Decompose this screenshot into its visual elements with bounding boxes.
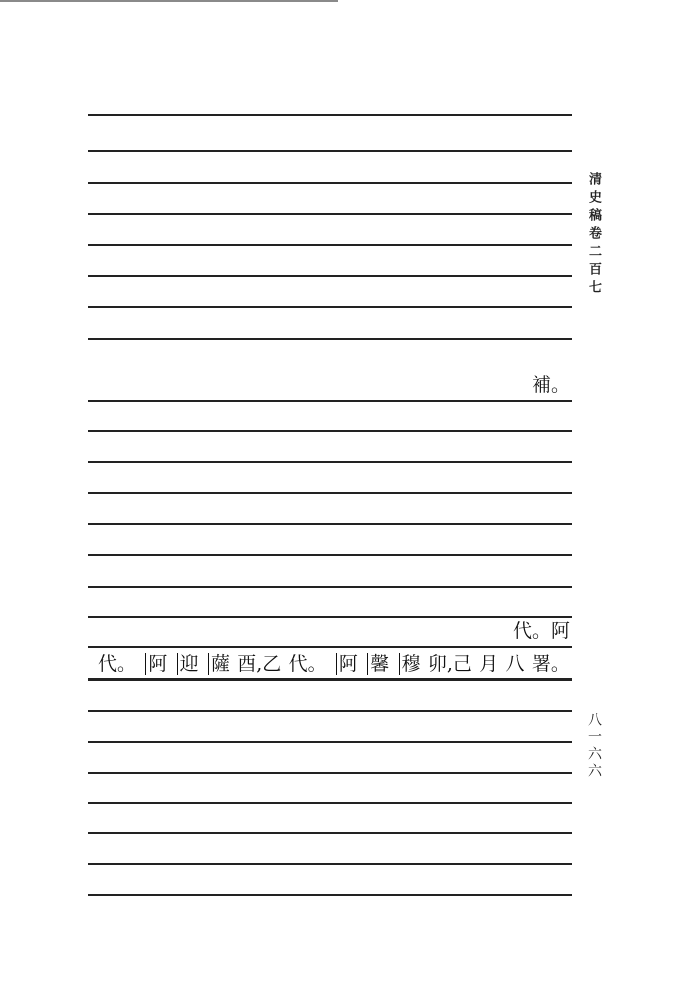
table-row xyxy=(88,215,572,246)
table-row xyxy=(88,402,572,432)
text-segment: 阿 xyxy=(145,653,167,675)
text-segment: 月 xyxy=(479,653,499,675)
table-row xyxy=(88,463,572,494)
table-row xyxy=(88,804,572,834)
table-row xyxy=(88,588,572,618)
text-segment: 代。 xyxy=(288,653,327,675)
table-row xyxy=(88,865,572,896)
row-text: 補。 xyxy=(531,374,570,396)
row-text xyxy=(98,653,570,675)
table-row xyxy=(88,774,572,804)
table-row xyxy=(88,712,572,743)
table-row xyxy=(88,648,572,681)
page-number: 八一六六 xyxy=(586,712,602,780)
text-segment: 代。 xyxy=(98,653,137,675)
table-row xyxy=(88,681,572,712)
row-rule-line xyxy=(88,894,572,896)
text-segment: 署。 xyxy=(531,653,570,675)
text-segment: 卯,己 xyxy=(427,653,472,675)
table-row xyxy=(88,277,572,308)
table-row xyxy=(88,84,572,116)
text-segment: 馨 xyxy=(367,653,389,675)
table-row xyxy=(88,184,572,215)
table-row xyxy=(88,340,572,402)
table-row xyxy=(88,556,572,588)
table-row xyxy=(88,246,572,277)
text-segment: 阿 xyxy=(336,653,358,675)
table-row xyxy=(88,494,572,525)
table-row xyxy=(88,308,572,340)
table-row xyxy=(88,432,572,463)
table-row xyxy=(88,834,572,865)
table-row xyxy=(88,743,572,774)
text-segment: 迎 xyxy=(177,653,199,675)
book-title: 清史稿卷二百七 xyxy=(586,172,601,298)
text-segment: 薩 xyxy=(208,653,230,675)
row-text: 代。阿 xyxy=(512,620,570,642)
table-row xyxy=(88,525,572,556)
table-row xyxy=(88,116,572,152)
text-segment: 穆 xyxy=(399,653,421,675)
table-row xyxy=(88,618,572,648)
text-segment: 八 xyxy=(505,653,525,675)
table-row xyxy=(88,152,572,184)
text-segment: 酉,乙 xyxy=(237,653,282,675)
